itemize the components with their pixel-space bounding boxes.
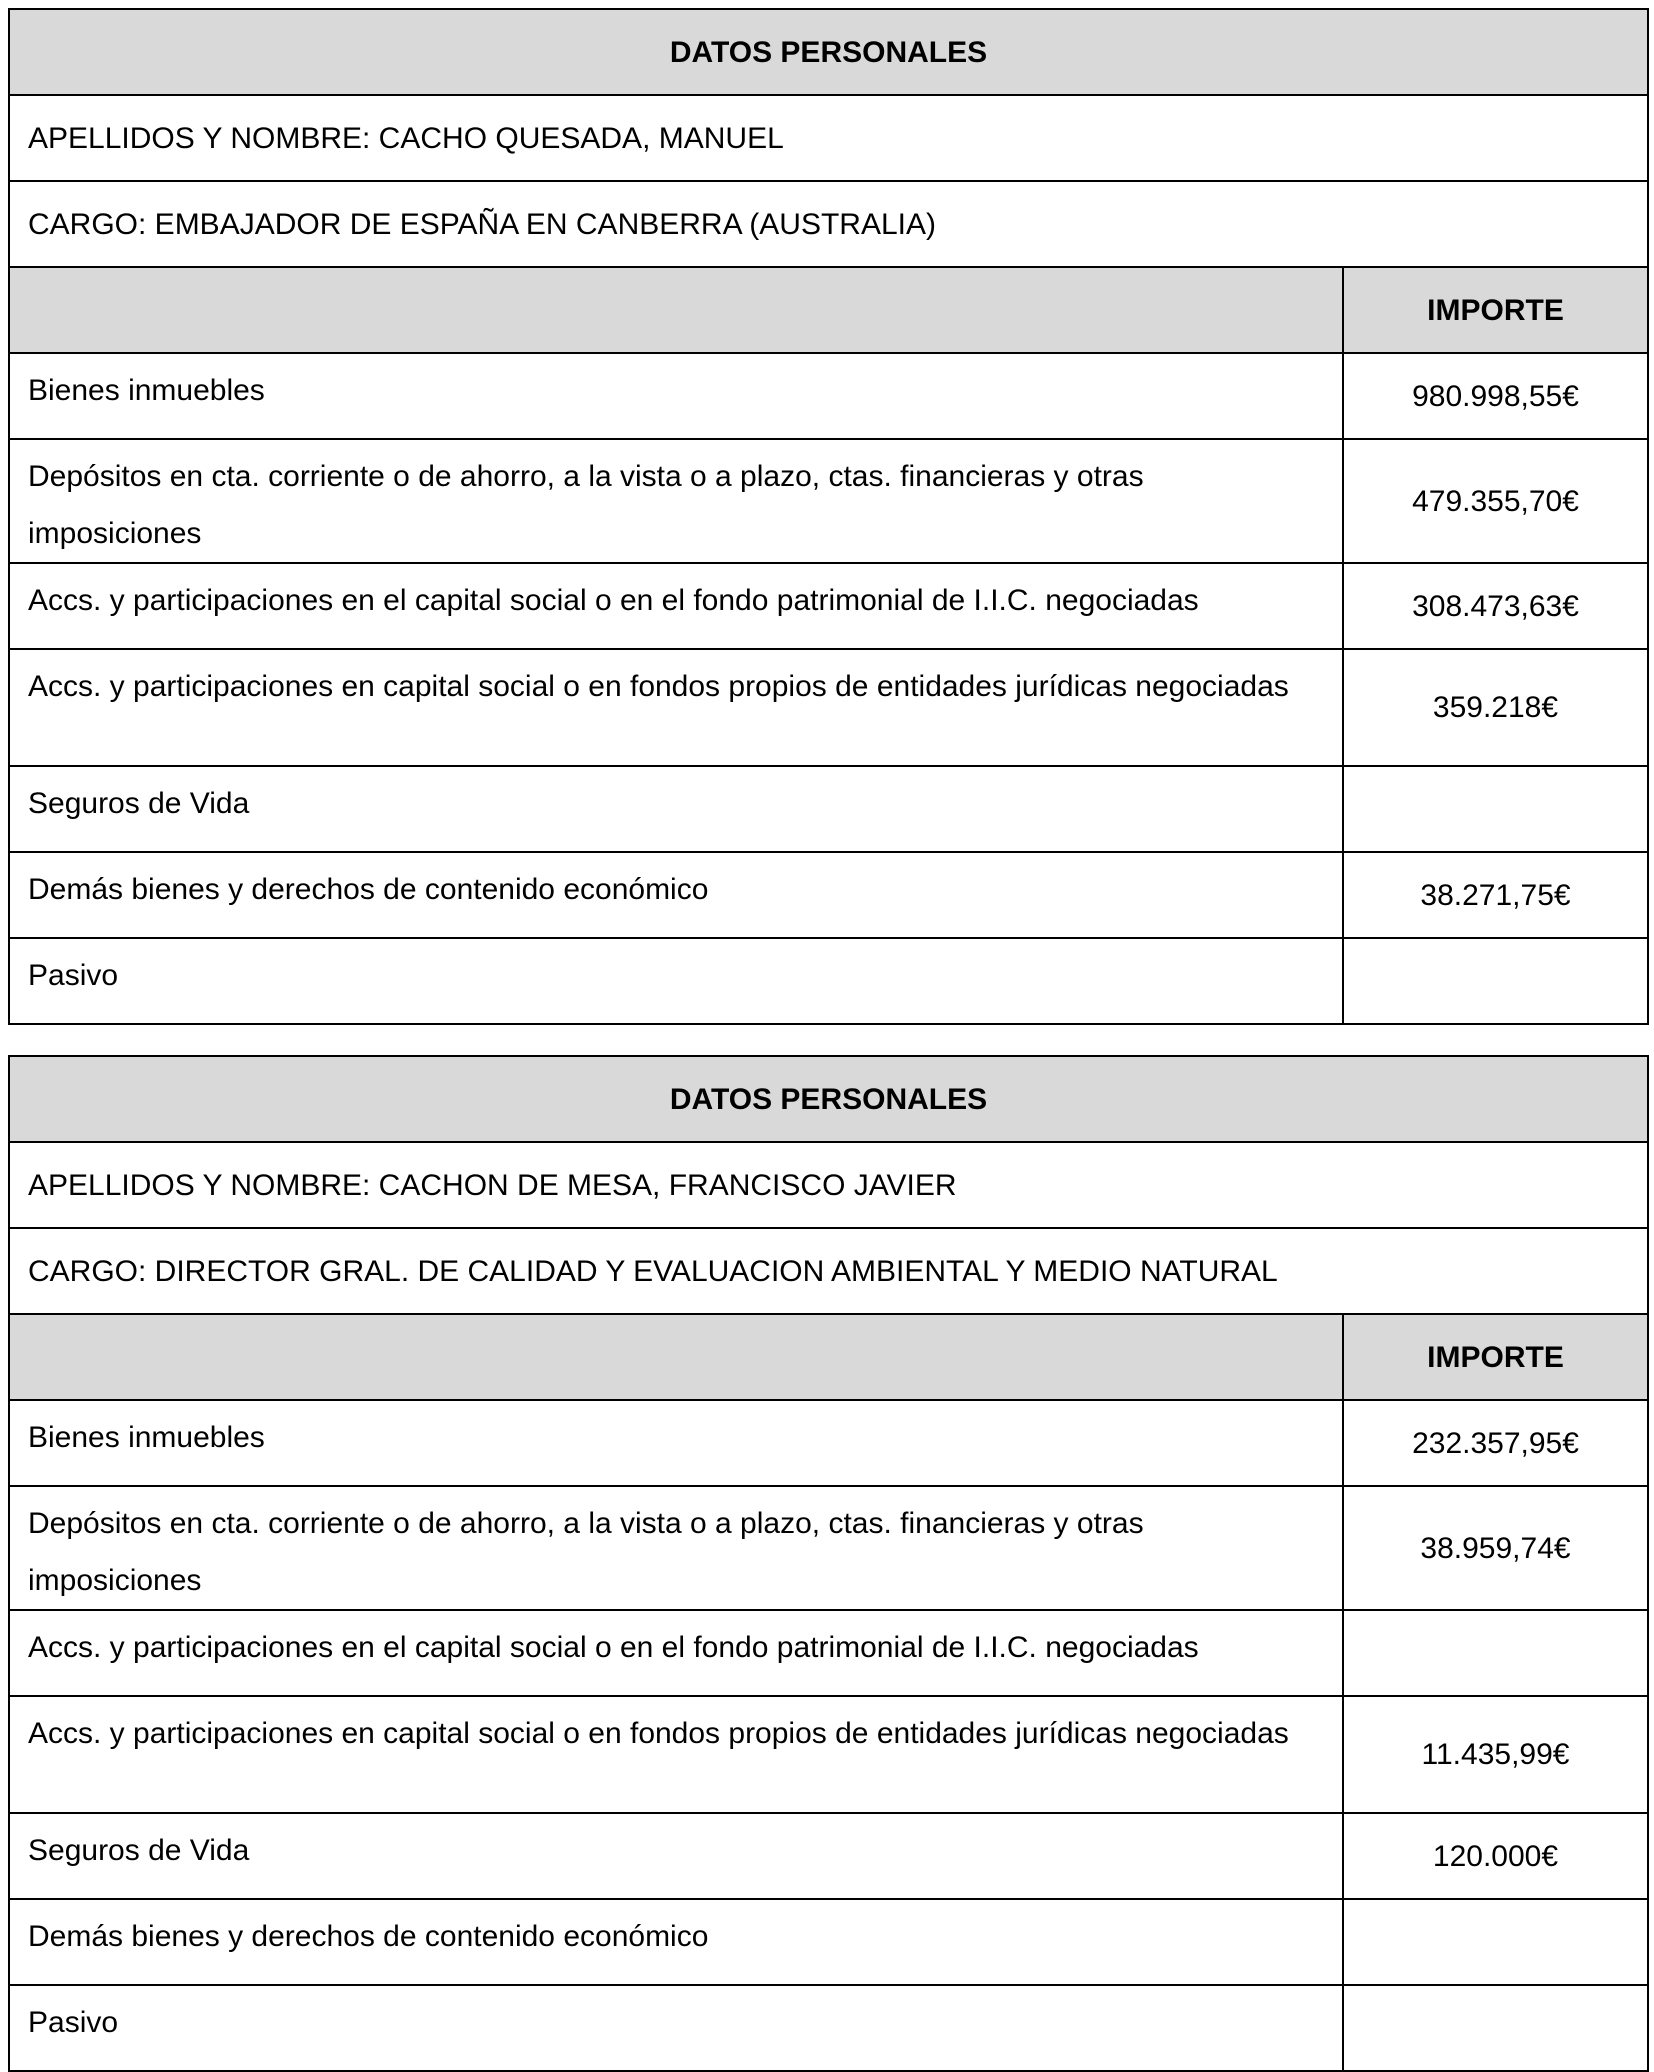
- item-label: Accs. y participaciones en capital social o en fondos propios de entidades jurídicas negociadas: [9, 1696, 1343, 1813]
- table-row: [9, 353, 1648, 439]
- item-amount: [1343, 1899, 1648, 1985]
- item-amount: [1343, 1985, 1648, 2071]
- section-header-row: [9, 1056, 1648, 1142]
- column-header-amount: IMPORTE: [1343, 1314, 1648, 1400]
- position-line: CARGO: DIRECTOR GRAL. DE CALIDAD Y EVALUACION AMBIENTAL Y MEDIO NATURAL: [9, 1228, 1648, 1314]
- item-amount: 38.959,74€: [1343, 1486, 1648, 1610]
- item-amount: 359.218€: [1343, 649, 1648, 766]
- table-row: [9, 649, 1648, 766]
- item-label: Demás bienes y derechos de contenido económico: [9, 1899, 1343, 1985]
- item-label: Accs. y participaciones en capital social o en fondos propios de entidades jurídicas negociadas: [9, 649, 1343, 766]
- item-label: Accs. y participaciones en el capital social o en el fondo patrimonial de I.I.C. negociadas: [9, 563, 1343, 649]
- item-amount: 11.435,99€: [1343, 1696, 1648, 1813]
- asset-declaration-table: [8, 1055, 1649, 2072]
- position-row: [9, 181, 1648, 267]
- item-label: Depósitos en cta. corriente o de ahorro, a la vista o a plazo, ctas. financieras y otras imposiciones: [9, 1486, 1343, 1610]
- asset-declaration-table: [8, 8, 1649, 1025]
- table-row: [9, 1813, 1648, 1899]
- name-row: [9, 1142, 1648, 1228]
- section-title: DATOS PERSONALES: [9, 9, 1648, 95]
- column-header-concept: [9, 267, 1343, 353]
- item-label: Bienes inmuebles: [9, 353, 1343, 439]
- item-label: Depósitos en cta. corriente o de ahorro, a la vista o a plazo, ctas. financieras y otras imposiciones: [9, 439, 1343, 563]
- column-header-concept: [9, 1314, 1343, 1400]
- table-row: [9, 1985, 1648, 2071]
- table-row: [9, 439, 1648, 563]
- table-row: [9, 852, 1648, 938]
- item-amount: [1343, 938, 1648, 1024]
- table-row: [9, 1486, 1648, 1610]
- item-label: Bienes inmuebles: [9, 1400, 1343, 1486]
- item-label: Seguros de Vida: [9, 1813, 1343, 1899]
- table-row: [9, 938, 1648, 1024]
- item-amount: 38.271,75€: [1343, 852, 1648, 938]
- name-row: [9, 95, 1648, 181]
- section-header-row: [9, 9, 1648, 95]
- name-line: APELLIDOS Y NOMBRE: CACHO QUESADA, MANUEL: [9, 95, 1648, 181]
- position-row: [9, 1228, 1648, 1314]
- item-amount: 120.000€: [1343, 1813, 1648, 1899]
- table-row: [9, 1899, 1648, 1985]
- item-label: Seguros de Vida: [9, 766, 1343, 852]
- table-row: [9, 1610, 1648, 1696]
- position-line: CARGO: EMBAJADOR DE ESPAÑA EN CANBERRA (AUSTRALIA): [9, 181, 1648, 267]
- item-amount: [1343, 766, 1648, 852]
- column-header-row: [9, 267, 1648, 353]
- item-amount: 479.355,70€: [1343, 439, 1648, 563]
- item-amount: 980.998,55€: [1343, 353, 1648, 439]
- section-title: DATOS PERSONALES: [9, 1056, 1648, 1142]
- item-amount: [1343, 1610, 1648, 1696]
- item-label: Pasivo: [9, 1985, 1343, 2071]
- item-amount: 232.357,95€: [1343, 1400, 1648, 1486]
- item-amount: 308.473,63€: [1343, 563, 1648, 649]
- table-row: [9, 1400, 1648, 1486]
- name-line: APELLIDOS Y NOMBRE: CACHON DE MESA, FRANCISCO JAVIER: [9, 1142, 1648, 1228]
- item-label: Demás bienes y derechos de contenido económico: [9, 852, 1343, 938]
- column-header-amount: IMPORTE: [1343, 267, 1648, 353]
- table-row: [9, 766, 1648, 852]
- item-label: Accs. y participaciones en el capital social o en el fondo patrimonial de I.I.C. negociadas: [9, 1610, 1343, 1696]
- table-row: [9, 1696, 1648, 1813]
- column-header-row: [9, 1314, 1648, 1400]
- item-label: Pasivo: [9, 938, 1343, 1024]
- table-row: [9, 563, 1648, 649]
